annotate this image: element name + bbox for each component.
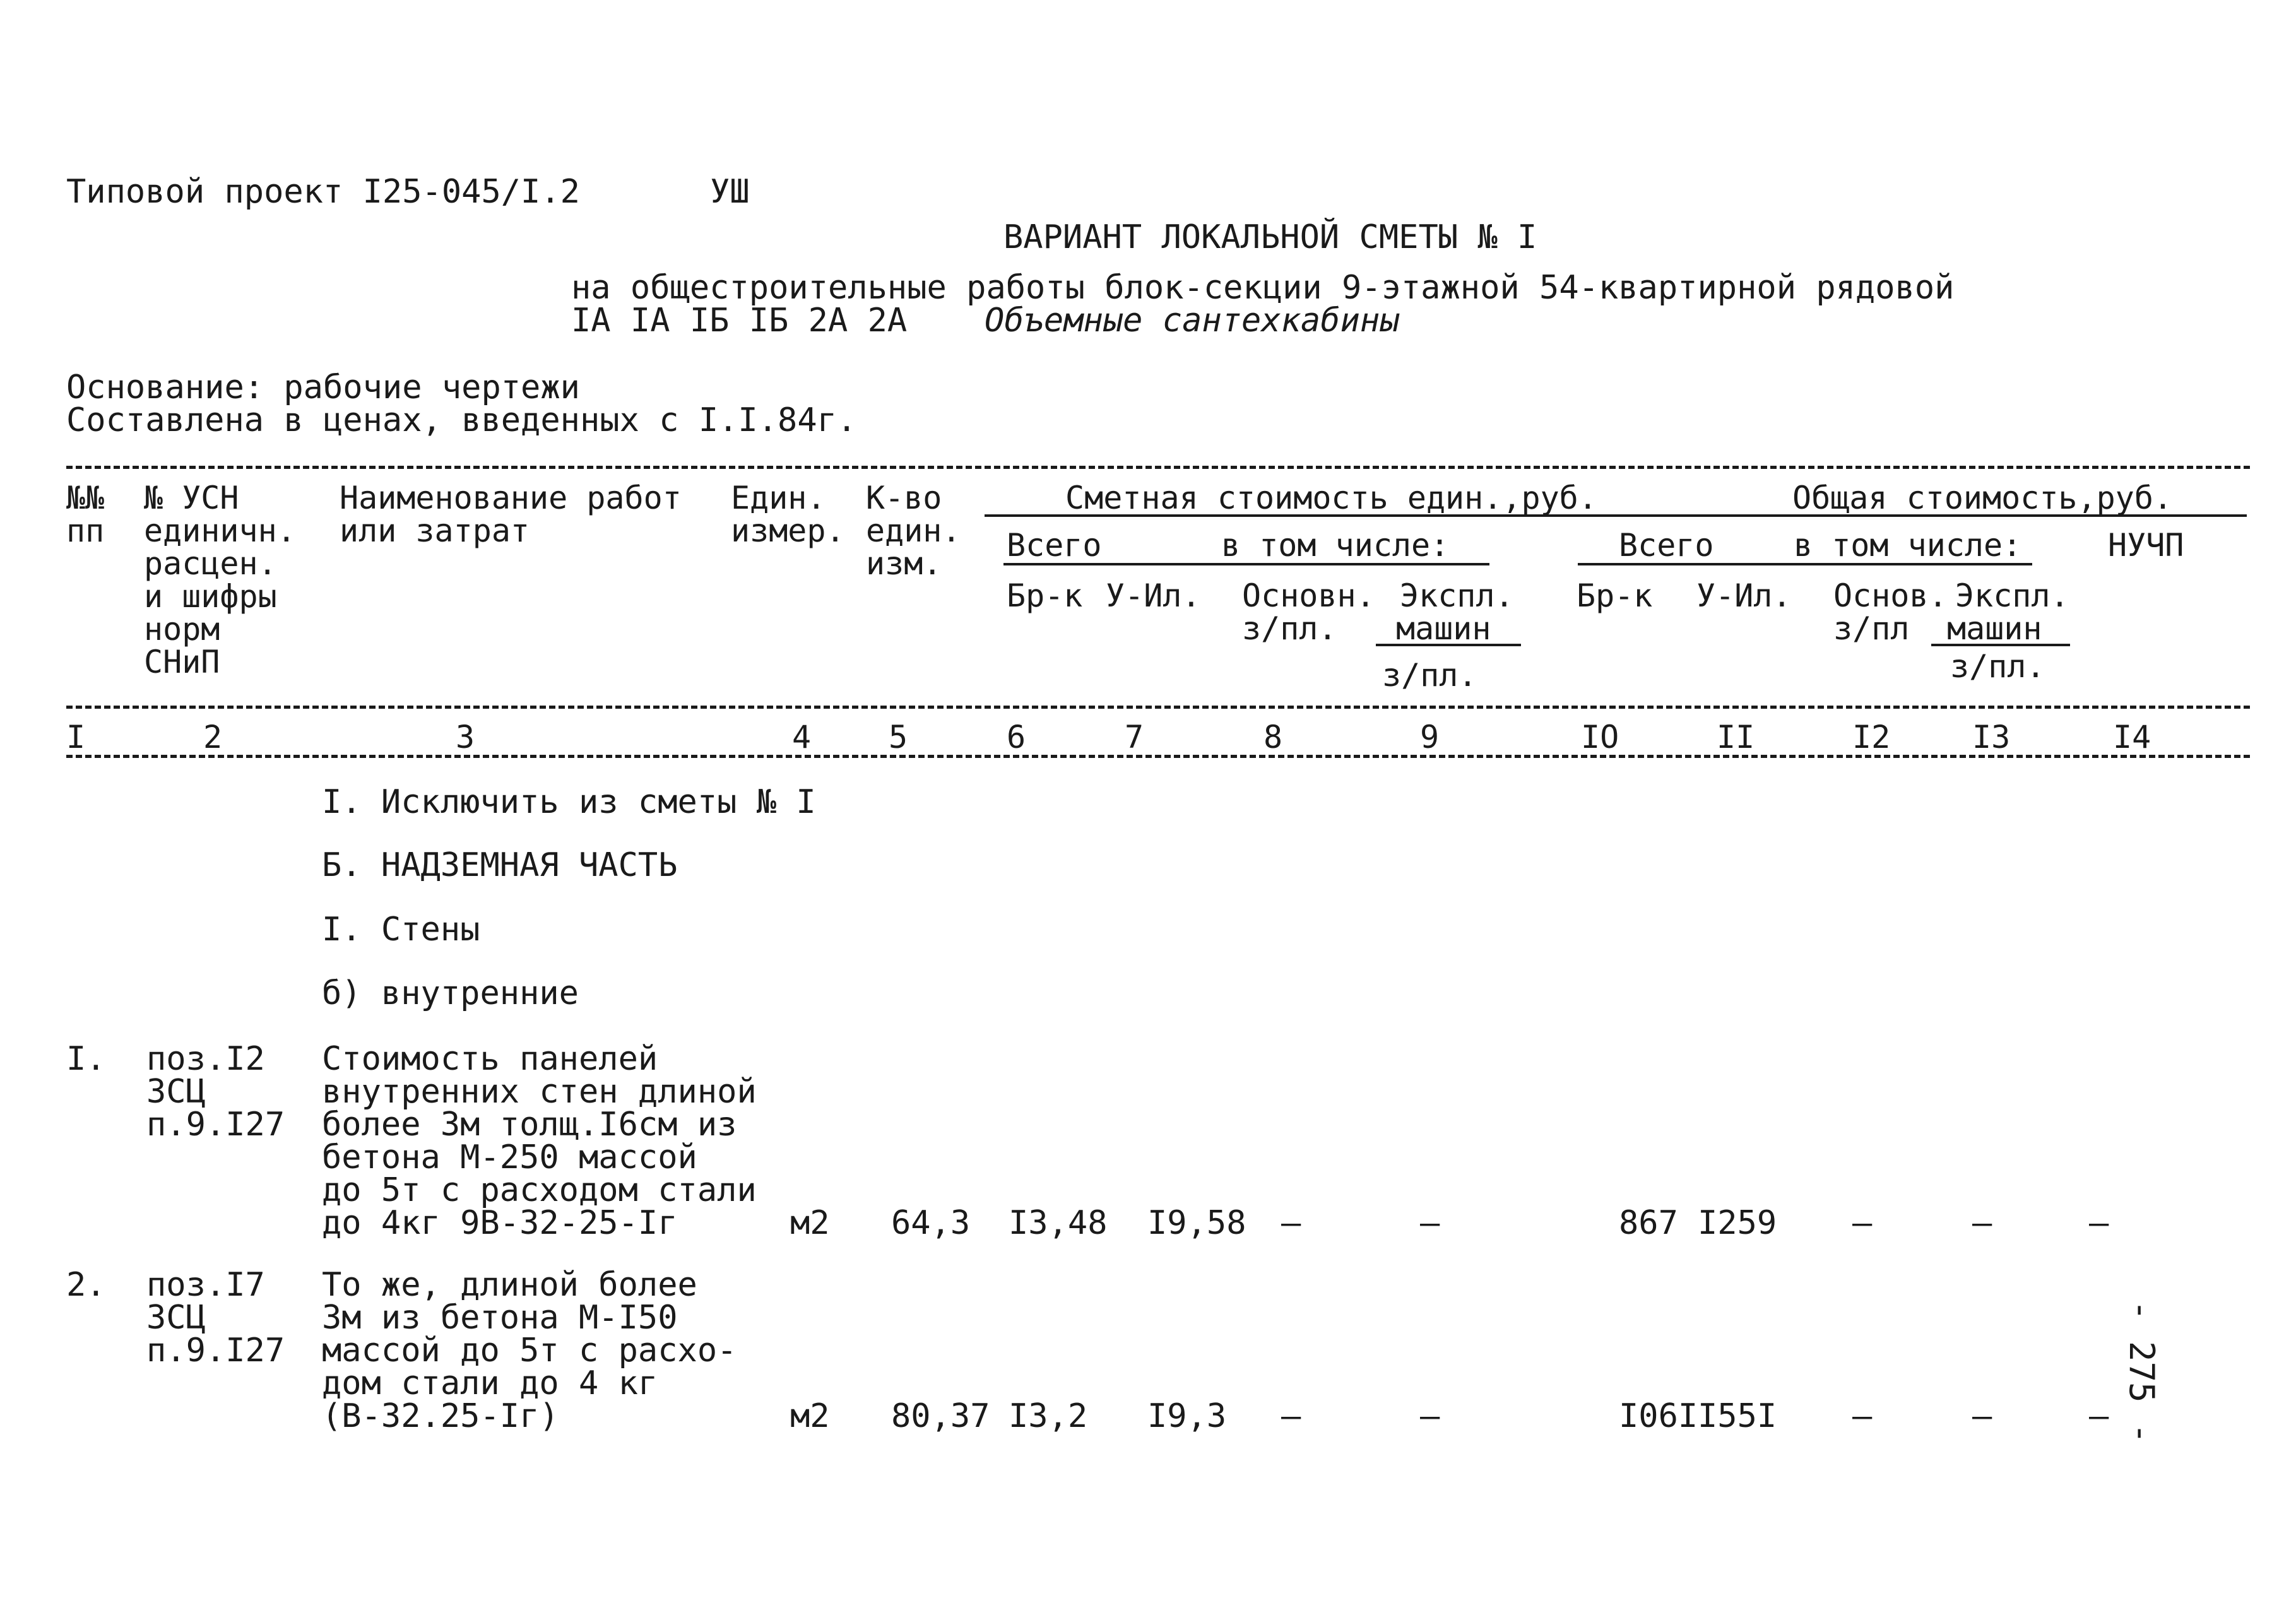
row2-col11: I55I bbox=[1698, 1397, 1777, 1435]
row2-unit: м2 bbox=[790, 1397, 830, 1435]
row1-code-line3: п.9.I27 bbox=[146, 1106, 285, 1144]
col6-header: Бр-к bbox=[1007, 577, 1083, 614]
row1-col7: I9,58 bbox=[1147, 1204, 1246, 1242]
cost-header-rule bbox=[985, 514, 2247, 517]
colnum-10: IO bbox=[1581, 719, 1619, 755]
row1-code-line2: ЗСЦ bbox=[146, 1073, 206, 1111]
row1-unit: м2 bbox=[790, 1204, 830, 1242]
col9-fraction-rule bbox=[1376, 644, 1521, 646]
col8-header-line1: Основн. bbox=[1242, 577, 1375, 614]
col13-header-line1: Экспл. bbox=[1955, 577, 2069, 614]
row2-col10: I06I bbox=[1619, 1397, 1698, 1435]
row1-name-line6: до 4кг 9В-32-25-Iг bbox=[322, 1204, 678, 1242]
row1-col8: – bbox=[1281, 1204, 1301, 1242]
column-numbers-dashed-rule bbox=[66, 755, 2250, 758]
album-number: УШ bbox=[710, 173, 750, 211]
row1-col9: – bbox=[1420, 1204, 1440, 1242]
row2-quantity: 80,37 bbox=[891, 1397, 990, 1435]
row2-name-line2: 3м из бетона М-I50 bbox=[322, 1299, 678, 1337]
table-header-bottom-dashed-rule bbox=[66, 706, 2250, 709]
col4-header-line1: Един. bbox=[731, 480, 826, 516]
row2-col8: – bbox=[1281, 1397, 1301, 1435]
col2-header-line1: № УСН bbox=[144, 480, 239, 516]
colnum-14: I4 bbox=[2113, 719, 2151, 755]
document-subtitle-series: IА IА IБ IБ 2А 2А bbox=[571, 302, 908, 340]
section-above-ground: Б. НАДЗЕМНАЯ ЧАСТЬ bbox=[322, 846, 678, 884]
total-cost-header: Общая стоимость,руб. bbox=[1792, 480, 2173, 516]
row1-name-line4: бетона М-250 массой bbox=[322, 1139, 697, 1176]
prices-line: Составлена в ценах, введенных с I.I.84г. bbox=[66, 401, 857, 439]
total-subheader-rule bbox=[1578, 563, 2032, 565]
table-top-dashed-rule bbox=[66, 466, 2250, 469]
col13-header-line2: машин bbox=[1947, 610, 2042, 647]
col12-header-line2: з/пл bbox=[1833, 610, 1910, 647]
col3-header-line1: Наименование работ bbox=[340, 480, 682, 516]
row1-col13: – bbox=[1972, 1204, 1992, 1242]
row2-col7: I9,3 bbox=[1147, 1397, 1227, 1435]
document-title: ВАРИАНТ ЛОКАЛЬНОЙ СМЕТЫ № I bbox=[1003, 218, 1537, 256]
col5-header-line1: К-во bbox=[866, 480, 942, 516]
col13-fraction-rule bbox=[1931, 644, 2070, 646]
col1-header-line1: №№ bbox=[66, 480, 105, 516]
row1-col14: – bbox=[2089, 1204, 2109, 1242]
colnum-8: 8 bbox=[1263, 719, 1283, 755]
document-subtitle-cabins: Объемные сантехкабины bbox=[985, 302, 1400, 340]
row2-code-line3: п.9.I27 bbox=[146, 1332, 285, 1369]
col3-header-line2: или затрат bbox=[340, 512, 530, 549]
col12-header-line1: Основ. bbox=[1833, 577, 1948, 614]
colnum-5: 5 bbox=[889, 719, 908, 755]
row2-col9: – bbox=[1420, 1397, 1440, 1435]
unit-total-header: Всего bbox=[1007, 527, 1102, 564]
section-internal: б) внутренние bbox=[322, 974, 579, 1012]
row1-col12: – bbox=[1852, 1204, 1873, 1242]
col8-header-line2: з/пл. bbox=[1242, 610, 1337, 647]
unit-cost-header: Сметная стоимость един.,руб. bbox=[1065, 480, 1597, 516]
row2-col12: – bbox=[1852, 1397, 1873, 1435]
col4-header-line2: измер. bbox=[731, 512, 845, 549]
col11-header: У-Ил. bbox=[1696, 577, 1792, 614]
row2-code-line1: поз.I7 bbox=[146, 1266, 265, 1304]
col10-header: Бр-к bbox=[1577, 577, 1653, 614]
col2-header-line5: норм bbox=[144, 611, 220, 648]
unit-including-header: в том числе: bbox=[1221, 527, 1450, 564]
row2-col13: – bbox=[1972, 1397, 1992, 1435]
row1-quantity: 64,3 bbox=[891, 1204, 971, 1242]
row1-code-line1: поз.I2 bbox=[146, 1040, 265, 1078]
row1-col10: 867 bbox=[1619, 1204, 1678, 1242]
col2-header-line3: расцен. bbox=[144, 545, 277, 582]
row2-name-line5: (В-32.25-Iг) bbox=[322, 1397, 559, 1435]
col2-header-line6: СНиП bbox=[144, 644, 220, 680]
col9-header-line2: машин bbox=[1396, 610, 1491, 647]
colnum-11: II bbox=[1717, 719, 1755, 755]
total-including-header: в том числе: bbox=[1794, 527, 2022, 564]
colnum-6: 6 bbox=[1007, 719, 1026, 755]
row1-number: I. bbox=[66, 1040, 106, 1078]
colnum-13: I3 bbox=[1972, 719, 2011, 755]
row1-name-line2: внутренних стен длиной bbox=[322, 1073, 757, 1111]
colnum-9: 9 bbox=[1420, 719, 1440, 755]
row2-col14: – bbox=[2089, 1397, 2109, 1435]
colnum-7: 7 bbox=[1125, 719, 1144, 755]
project-number: Типовой проект I25-045/I.2 bbox=[66, 173, 580, 211]
col2-header-line2: единичн. bbox=[144, 512, 296, 549]
colnum-12: I2 bbox=[1852, 719, 1891, 755]
col9-header-line1: Экспл. bbox=[1400, 577, 1514, 614]
col1-header-line2: пп bbox=[66, 512, 105, 549]
colnum-4: 4 bbox=[792, 719, 812, 755]
row2-number: 2. bbox=[66, 1266, 106, 1304]
page-number: - 275 - bbox=[2122, 1300, 2162, 1444]
nuchp-header: НУЧП bbox=[2108, 527, 2184, 564]
row2-name-line1: То же, длиной более bbox=[322, 1266, 697, 1304]
row1-name-line1: Стоимость панелей bbox=[322, 1040, 658, 1078]
col7-header: У-Ил. bbox=[1106, 577, 1201, 614]
document-subtitle-line1: на общестроительные работы блок-секции 9-этажной 54-квартирной рядовой bbox=[571, 269, 1955, 307]
row2-name-line4: дом стали до 4 кг bbox=[322, 1364, 658, 1402]
total-total-header: Всего bbox=[1619, 527, 1714, 564]
section-exclude: I. Исключить из сметы № I bbox=[322, 783, 816, 821]
row2-col6: I3,2 bbox=[1009, 1397, 1088, 1435]
row2-name-line3: массой до 5т с расхо- bbox=[322, 1332, 737, 1369]
row2-code-line2: ЗСЦ bbox=[146, 1299, 206, 1337]
basis-line: Основание: рабочие чертежи bbox=[66, 369, 580, 406]
row1-name-line3: более 3м толщ.I6см из bbox=[322, 1106, 737, 1144]
section-walls: I. Стены bbox=[322, 911, 480, 949]
row1-name-line5: до 5т с расходом стали bbox=[322, 1171, 757, 1209]
colnum-2: 2 bbox=[203, 719, 223, 755]
col9-header-line3: з/пл. bbox=[1382, 657, 1477, 694]
col5-header-line3: изм. bbox=[866, 545, 942, 582]
row1-col11: I259 bbox=[1698, 1204, 1777, 1242]
row1-col6: I3,48 bbox=[1009, 1204, 1108, 1242]
col13-header-line3: з/пл. bbox=[1950, 648, 2045, 685]
colnum-3: 3 bbox=[456, 719, 475, 755]
col2-header-line4: и шифры bbox=[144, 578, 277, 615]
colnum-1: I bbox=[66, 719, 86, 755]
unit-subheader-rule bbox=[1003, 563, 1489, 565]
col5-header-line2: един. bbox=[866, 512, 961, 549]
